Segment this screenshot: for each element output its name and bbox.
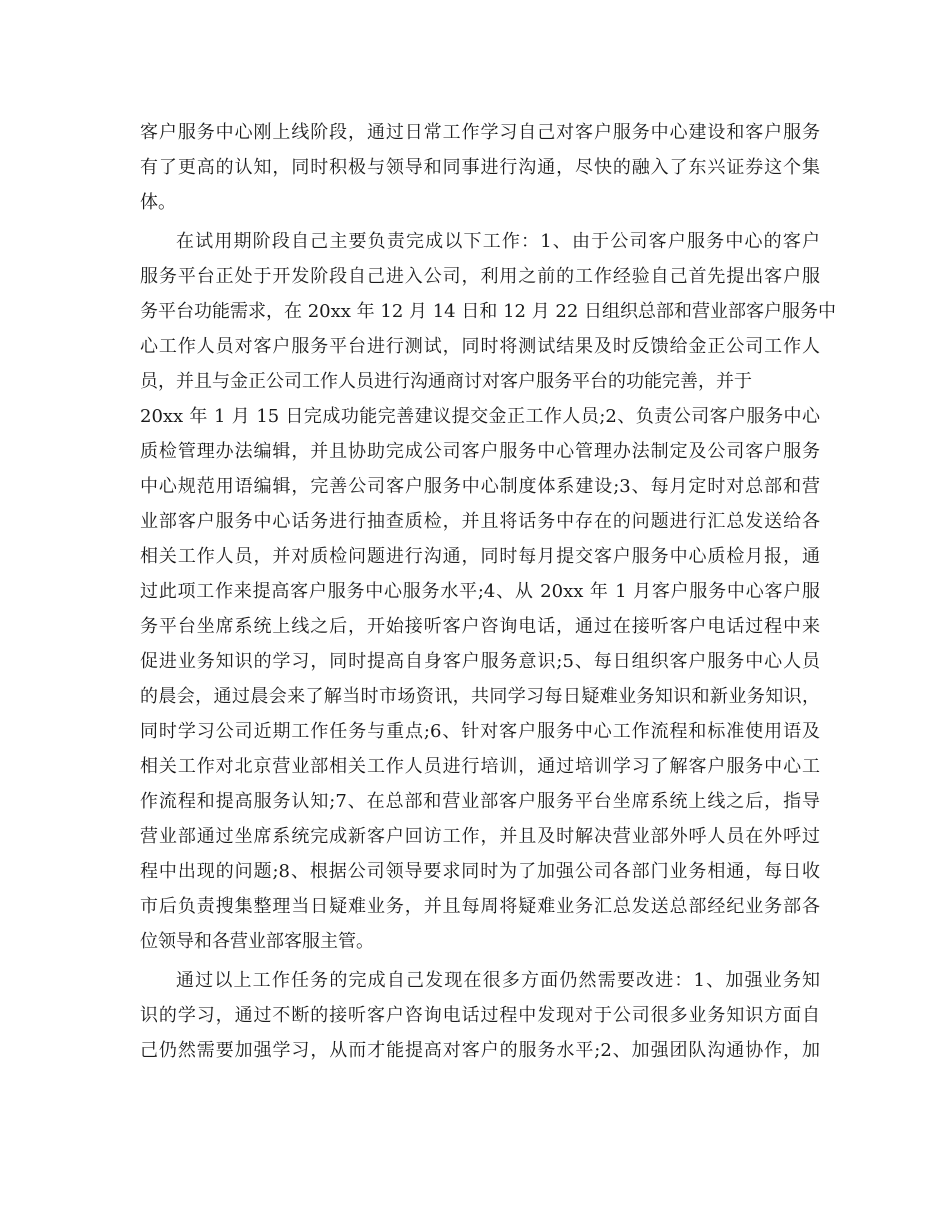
text-line: 20xx 年 1 月 15 日完成功能完善建议提交金正工作人员;2、负责公司客户服务中心 <box>140 406 820 427</box>
text-line: 员，并且与金正公司工作人员进行沟通商讨对客户服务平台的功能完善，并于 <box>140 371 752 392</box>
text-line: 体。 <box>140 192 176 213</box>
text-line: 促进业务知识的学习，同时提高自身客户服务意识;5、每日组织客户服务中心人员 <box>140 651 820 672</box>
text-line: 务平台功能需求，在 20xx 年 12 月 14 日和 12 月 22 日组织总部和营业部客户服务中 <box>140 301 837 322</box>
text-line: 客户服务中心刚上线阶段，通过日常工作学习自己对客户服务中心建设和客户服务 <box>140 122 820 143</box>
text-line: 相关工作人员，并对质检问题进行沟通，同时每月提交客户服务中心质检月报，通 <box>140 546 820 567</box>
text-line: 的晨会，通过晨会来了解当时市场资讯，共同学习每日疑难业务知识和新业务知识， <box>140 686 820 707</box>
text-line: 识的学习，通过不断的接听客户咨询电话过程中发现对于公司很多业务知识方面自 <box>140 1005 820 1026</box>
text-line: 通过以上工作任务的完成自己发现在很多方面仍然需要改进：1、加强业务知 <box>176 970 820 991</box>
text-line: 心工作人员对客户服务平台进行测试，同时将测试结果及时反馈给金正公司工作人 <box>140 336 820 357</box>
text-line: 服务平台正处于开发阶段自己进入公司，利用之前的工作经验自己首先提出客户服 <box>140 266 820 287</box>
text-line: 务平台坐席系统上线之后，开始接听客户咨询电话，通过在接听客户电话过程中来 <box>140 616 820 637</box>
text-line: 有了更高的认知，同时积极与领导和同事进行沟通，尽快的融入了东兴证券这个集 <box>140 157 820 178</box>
text-line: 质检管理办法编辑，并且协助完成公司客户服务中心管理办法制定及公司客户服务 <box>140 441 820 462</box>
text-line: 同时学习公司近期工作任务与重点;6、针对客户服务中心工作流程和标准使用语及 <box>140 721 820 742</box>
text-line: 市后负责搜集整理当日疑难业务，并且每周将疑难业务汇总发送总部经纪业务部各 <box>140 896 820 917</box>
text-line: 营业部通过坐席系统完成新客户回访工作，并且及时解决营业部外呼人员在外呼过 <box>140 826 820 847</box>
text-line: 位领导和各营业部客服主管。 <box>140 931 374 952</box>
text-line: 在试用期阶段自己主要负责完成以下工作：1、由于公司客户服务中心的客户 <box>176 231 820 252</box>
text-line: 己仍然需要加强学习，从而才能提高对客户的服务水平;2、加强团队沟通协作，加 <box>140 1040 820 1061</box>
text-line: 过此项工作来提高客户服务中心服务水平;4、从 20xx 年 1 月客户服务中心客户服 <box>140 581 820 602</box>
text-line: 程中出现的问题;8、根据公司领导要求同时为了加强公司各部门业务相通，每日收 <box>140 861 820 882</box>
text-line: 业部客户服务中心话务进行抽查质检，并且将话务中存在的问题进行汇总发送给各 <box>140 511 820 532</box>
text-line: 中心规范用语编辑，完善公司客户服务中心制度体系建设;3、每月定时对总部和营 <box>140 476 820 497</box>
text-line: 相关工作对北京营业部相关工作人员进行培训，通过培训学习了解客户服务中心工 <box>140 756 820 777</box>
text-line: 作流程和提高服务认知;7、在总部和营业部客户服务平台坐席系统上线之后，指导 <box>140 791 820 812</box>
